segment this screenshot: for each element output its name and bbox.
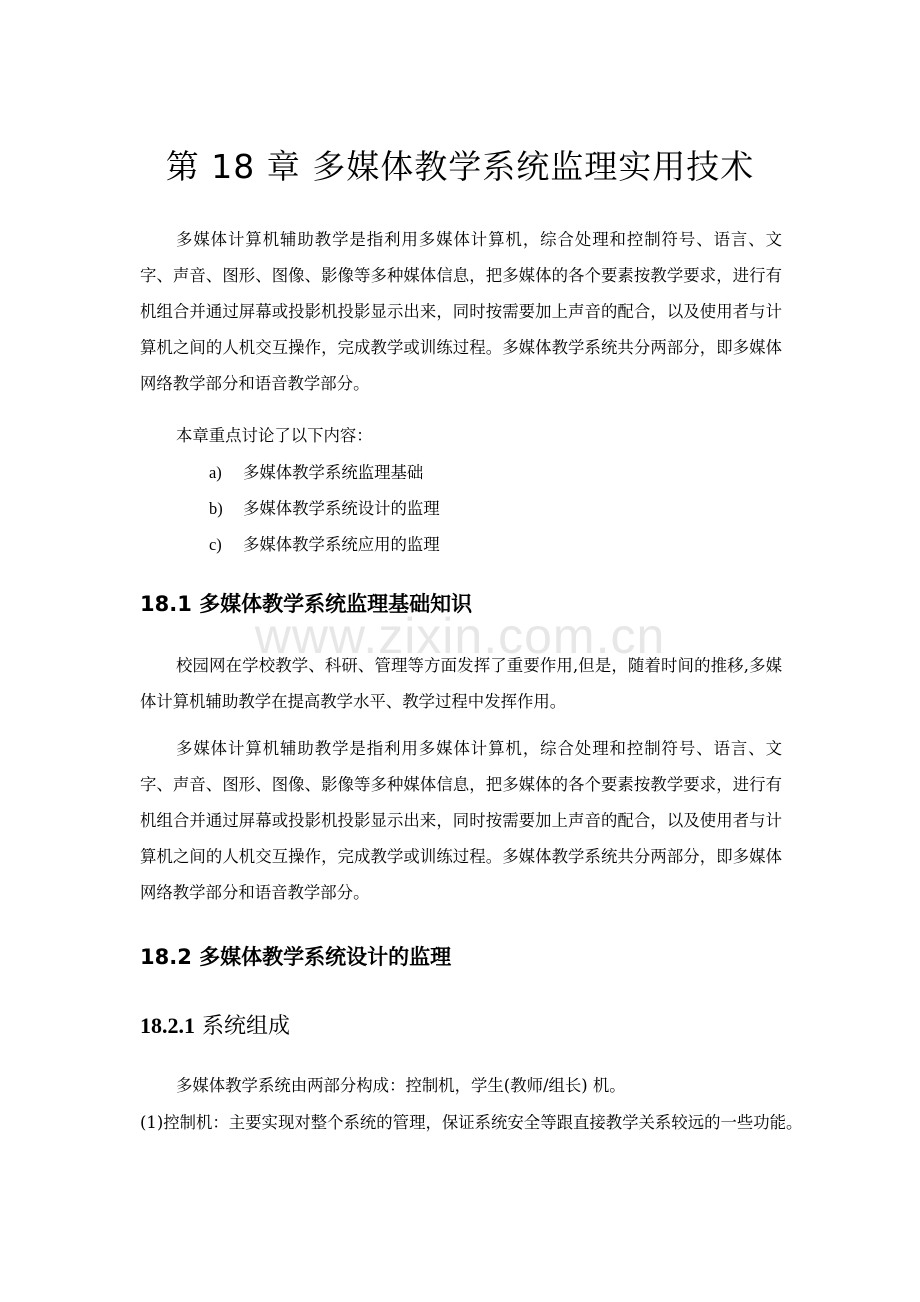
section-18-1-paragraph-1: 校园网在学校教学、科研、管理等方面发挥了重要作用,但是，随着时间的推移,多媒体计算机辅助教学在提高教学水平、教学过程中发挥作用。 [140,656,782,711]
overview-item-a [209,455,423,491]
overview-lead: 本章重点讨论了以下内容： [176,426,373,445]
subsection-heading-18-2-1 [140,1009,290,1044]
overview-item-b [209,491,440,527]
section-heading-18-1: 18.1 多媒体教学系统监理基础知识 [140,592,473,616]
enumerated-item-1: (1)控制机：主要实现对整个系统的管理，保证系统安全等跟直接教学关系较远的一些功能。 [140,1113,803,1132]
list-item-text: 多媒体教学系统应用的监理 [243,535,440,554]
subsection-title: 系统组成 [202,1014,291,1039]
list-marker: a) [209,463,222,482]
chapter-title: 第 18 章 多媒体教学系统监理实用技术 [165,147,755,186]
section-heading-18-2: 18.2 多媒体教学系统设计的监理 [140,945,452,969]
list-marker: c) [209,535,222,554]
subsection-paragraph: 多媒体教学系统由两部分构成：控制机，学生(教师/组长) 机。 [176,1076,626,1095]
watermark: www.zixin.com.cn [254,608,666,664]
subsection-number: 18.2.1 [140,1013,195,1038]
section-18-1-paragraph-2: 多媒体计算机辅助教学是指利用多媒体计算机，综合处理和控制符号、语言、文字、声音、图形、图像、影像等多种媒体信息，把多媒体的各个要素按教学要求，进行有机组合并通过屏幕或投影机投影显示出来，同时按需要加上声音的配合，以及使用者与计算机之间的人机交互操作，完成教学或训练过程。多媒体教学系统共分两部分，即多媒体网络教学部分和语音教学部分。 [140,739,782,902]
list-item-text: 多媒体教学系统设计的监理 [243,499,440,518]
overview-item-c [209,527,440,563]
list-item-text: 多媒体教学系统监理基础 [243,463,424,482]
list-marker: b) [209,499,223,518]
intro-paragraph: 多媒体计算机辅助教学是指利用多媒体计算机，综合处理和控制符号、语言、文字、声音、图形、图像、影像等多种媒体信息，把多媒体的各个要素按教学要求，进行有机组合并通过屏幕或投影机投影显示出来，同时按需要加上声音的配合，以及使用者与计算机之间的人机交互操作，完成教学或训练过程。多媒体教学系统共分两部分，即多媒体网络教学部分和语音教学部分。 [140,230,782,393]
